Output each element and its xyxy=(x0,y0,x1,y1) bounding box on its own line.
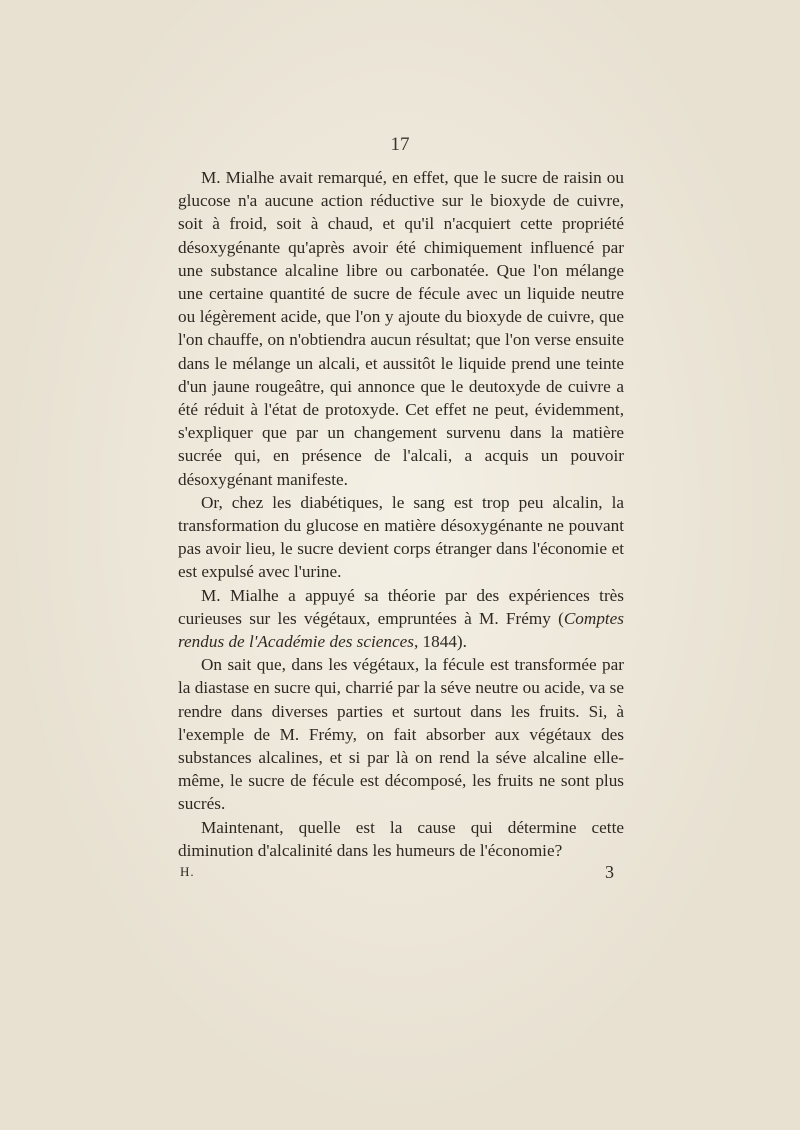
paragraph-5: Maintenant, quelle est la cause qui détermine cette diminution d'alcalinité dans les humeurs de l'économie? xyxy=(178,817,624,860)
paragraph-3-text-start: M. Mialhe a appuyé sa théorie par des expériences très curieuses sur les végétaux, empruntées à M. Frémy ( xyxy=(178,585,624,628)
body-text xyxy=(178,166,624,862)
signature-line xyxy=(180,864,622,888)
journal-title: Comptes rendus de l'Académie des sciences xyxy=(178,608,624,652)
paragraph-2: Or, chez les diabétiques, le sang est trop peu alcalin, la transformation du glucose en matière désoxygénante ne pouvant pas avoir lieu, le sucre devient corps étranger dans l'économie et est expulsé avec l'urine. xyxy=(178,492,624,582)
paragraph-3 xyxy=(178,584,624,654)
paragraph-3-text-end: , 1844). xyxy=(413,632,467,652)
signature-mark: H. xyxy=(180,864,195,879)
paragraph-4: On sait que, dans les végétaux, la fécule est transformée par la diastase en sucre qui, charrié par la séve neutre ou acide, va se rendre dans diverses parties et surtout dans les fruits. Si, à l'exemple de M. Frémy, on fait absorber aux végétaux des substances alcalines, et si par là on rend la séve alcaline elle-même, le sucre de fécule est décomposé, les fruits ne sont plus sucrés. xyxy=(178,655,624,814)
signature-number: 3 xyxy=(605,862,614,882)
paragraph-1: M. Mialhe avait remarqué, en effet, que le sucre de raisin ou glucose n'a aucune action réductive sur le bioxyde de cuivre, soit à froid, soit à chaud, et qu'il n'acquiert cette propriété désoxygénante qu'après avoir été chimiquement influencé par une substance alcaline libre ou carbonatée. Que l'on mélange une certaine quantité de sucre de fécule avec un liquide neutre ou légèrement acide, que l'on y ajoute du bioxyde de cuivre, que l'on chauffe, on n'obtiendra aucun résultat; que l'on verse ensuite dans le mélange un alcali, et aussitôt le liquide prend une teinte d'un jaune rougeâtre, qui annonce que le deutoxyde de cuivre a été réduit à l'état de protoxyde. Cet effet ne peut, évidemment, s'expliquer que par un changement survenu dans la matière sucrée qui, en présence de l'alcali, a acquis un pouvoir désoxygénant manifeste. xyxy=(178,168,624,489)
page-number: 17 xyxy=(390,134,410,155)
